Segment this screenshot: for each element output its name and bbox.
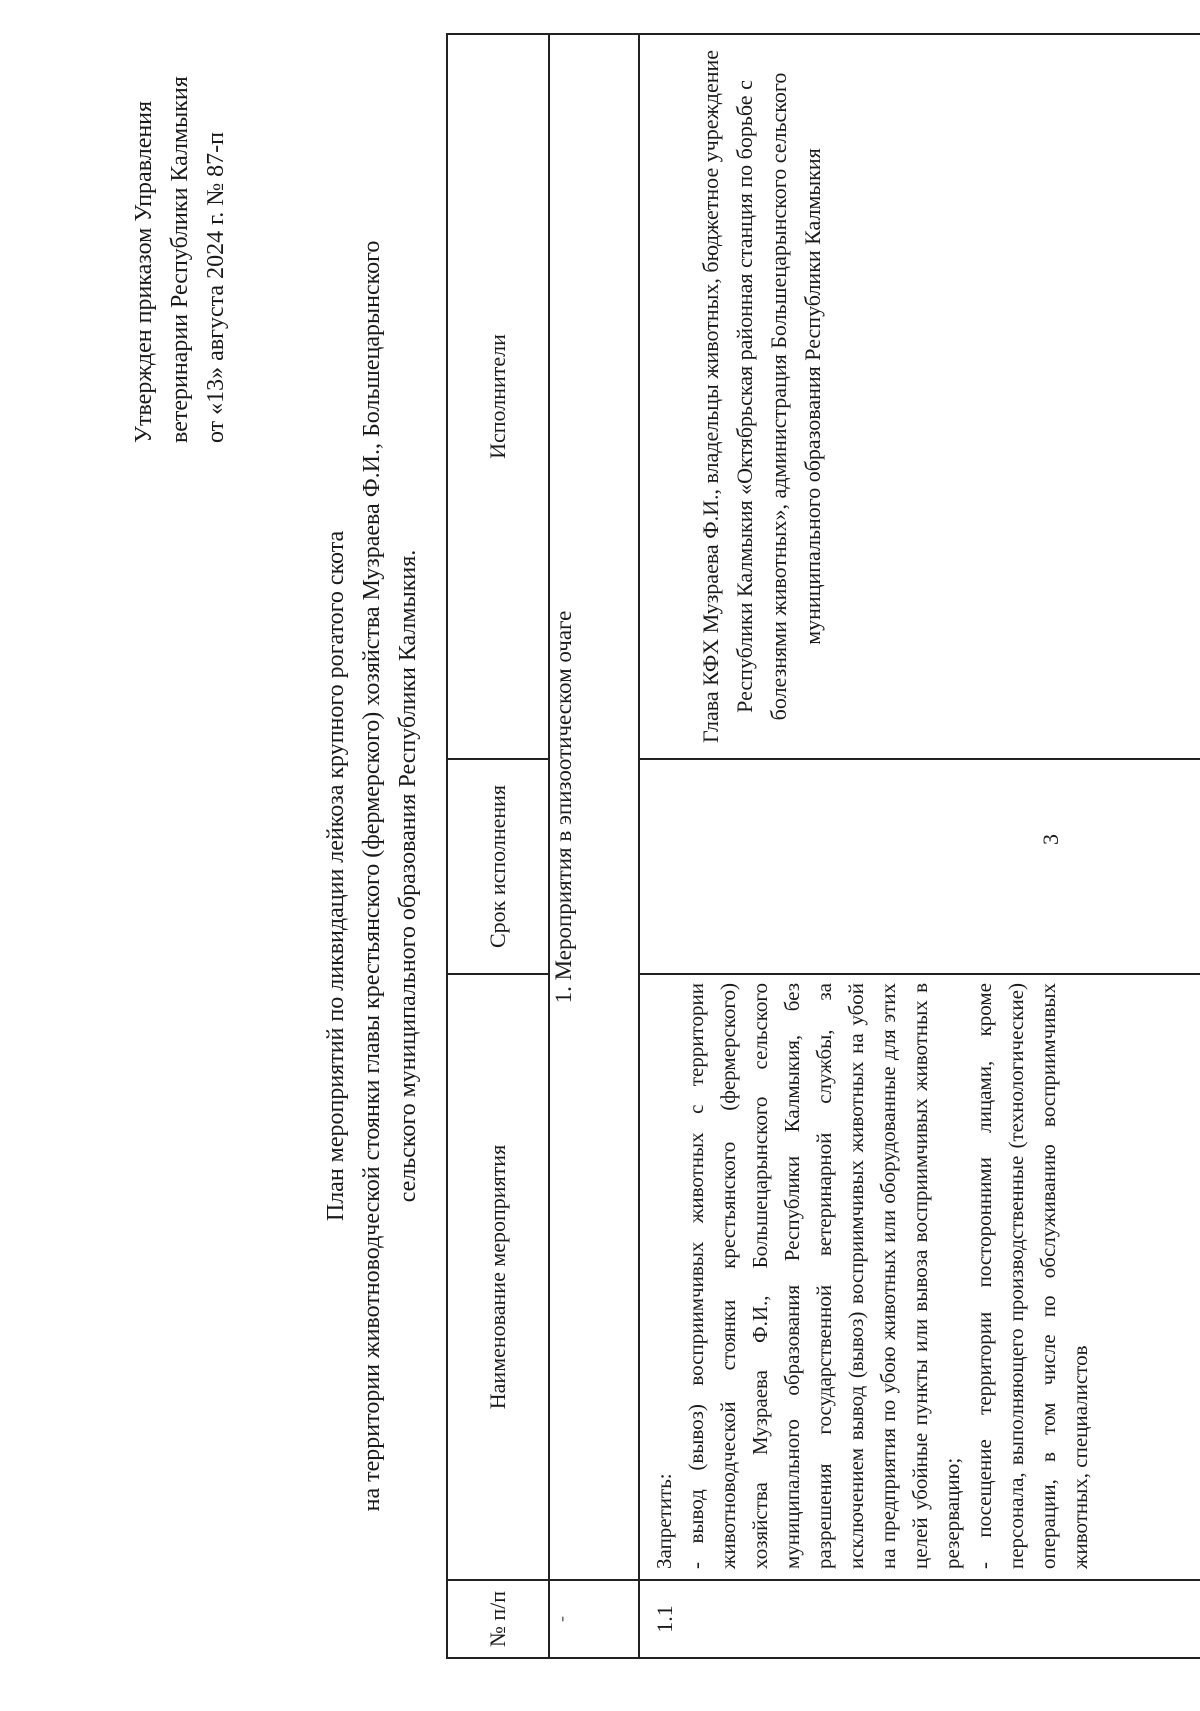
header-term: Срок исполнения <box>447 759 549 974</box>
section-title: 1. Мероприятия в эпизоотическом очаге <box>549 34 639 1580</box>
section-row <box>549 34 639 1658</box>
row-measure <box>639 974 1200 1580</box>
section-num: - <box>549 1580 639 1658</box>
header-executors: Исполнители <box>447 34 549 759</box>
row-num: 1.1 <box>639 1580 1200 1658</box>
measure-item: - вывод (вывоз) восприимчивых животных с территории животноводческой стоянки крестьянского (фермерского) хозяйства Музраева Ф.И., Большецарынского сельского муниципального образования Республики Калмыкия, без разрешения государственной ветеринарной службы, за исключением вывод (вывоз) восприимчивых животных на убой на предприятия по убою животных или оборудованные для этих целей убойные пункты или вывоза восприимчивых животных в резервацию; <box>684 983 964 1569</box>
title-line: План мероприятий по ликвидации лейкоза крупного рогатого скота <box>323 530 349 1222</box>
title-line: на территории животноводческой стоянки главы крестьянского (фермерского) хозяйства Музраева Ф.И., Большецарынского <box>359 240 385 1512</box>
title-line: сельского муниципального образования Республики Калмыкия. <box>395 549 421 1203</box>
table-row <box>639 34 1200 1658</box>
approval-line: ветеринарии Республики Калмыкия <box>167 76 193 443</box>
measures-table <box>446 33 1200 1659</box>
approval-line: Утвержден приказом Управления <box>131 100 157 443</box>
approval-stamp <box>126 23 234 443</box>
measure-item: - посещение территории посторонними лицами, кроме персонала, выполняющего производственные (технологические) операции, в том числе по обслуживанию восприимчивых животных, специалистов <box>972 983 1092 1569</box>
document-title <box>318 181 426 1571</box>
row-term <box>639 759 1200 974</box>
table-header-row <box>447 34 549 1658</box>
header-name: Наименование мероприятия <box>447 974 549 1580</box>
page-number: 3 <box>1038 834 1063 845</box>
header-num: № п/п <box>447 1580 549 1658</box>
approval-line: от «13» августа 2024 г. № 87-п <box>203 132 229 443</box>
row-executors: Глава КФХ Музраева Ф.И., владельцы животных, бюджетное учреждение Республики Калмыкия «Октябрьская районная станция по борьбе с болезнями животных», администрация Большецарынского сельского муниципального образования Республики Калмыкия <box>639 34 1200 759</box>
measure-intro: Запретить: <box>652 1473 676 1569</box>
